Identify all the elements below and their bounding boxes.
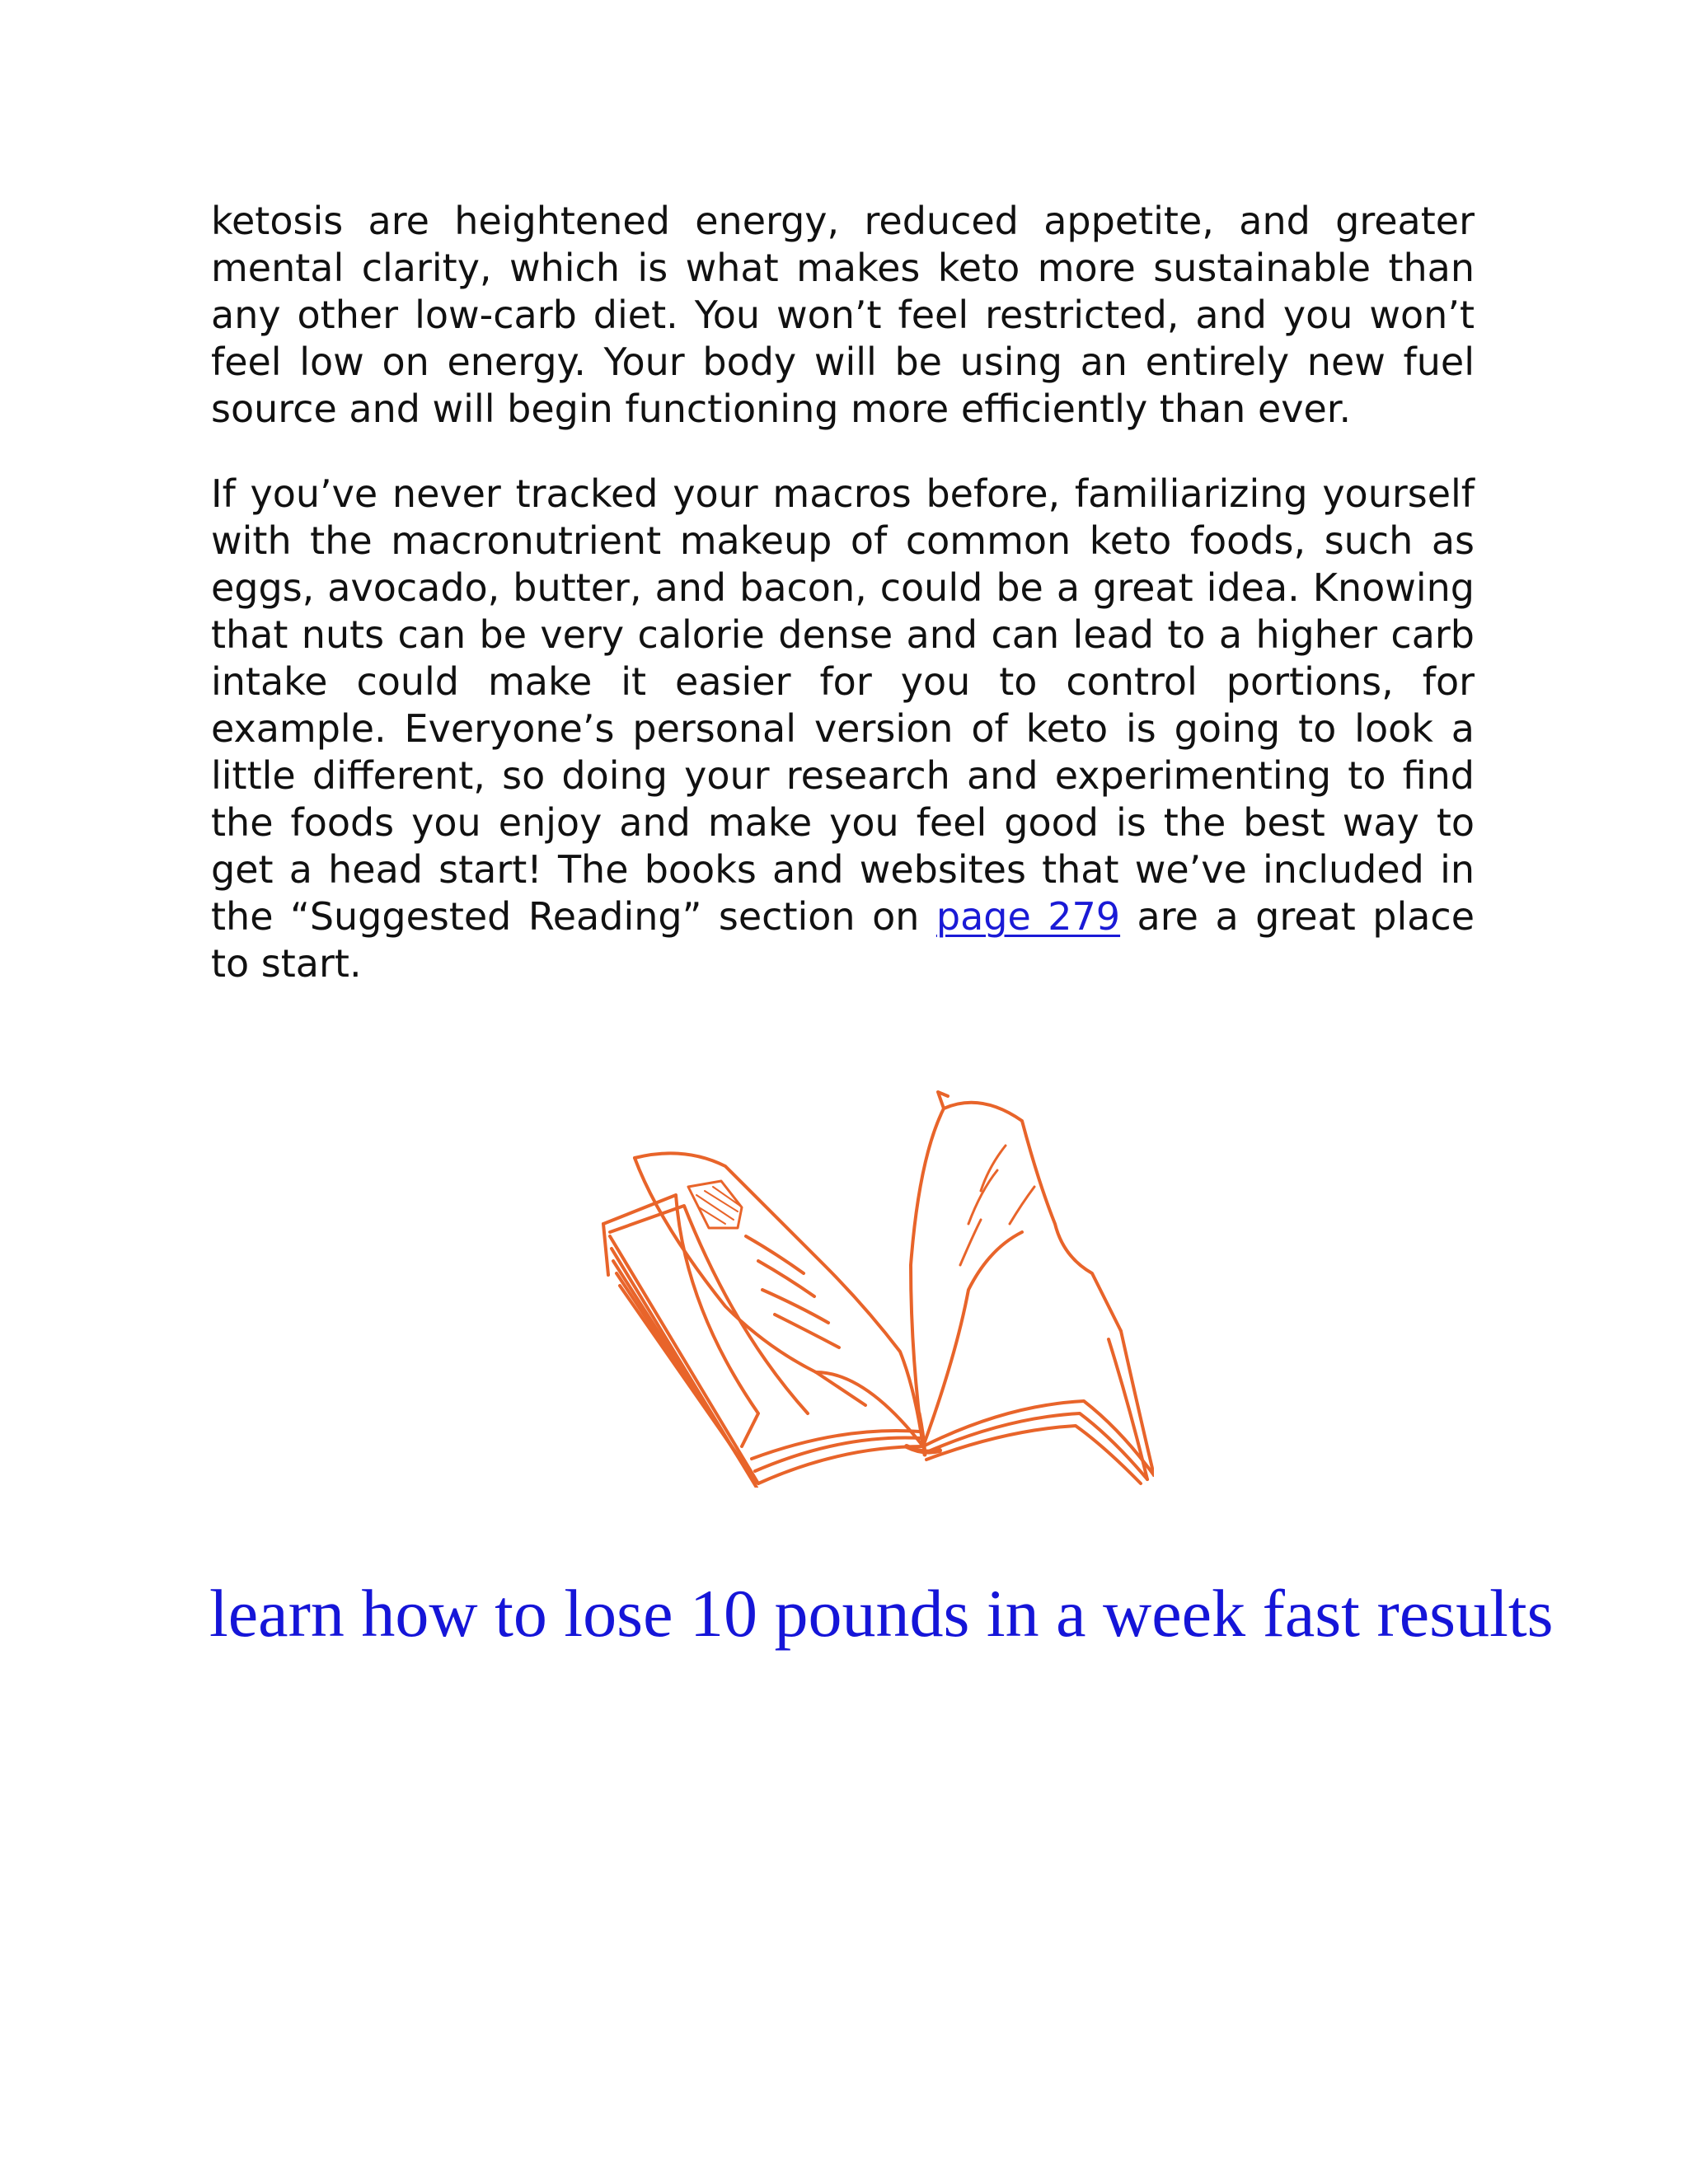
body-paragraph: ketosis are heightened energy, reduced appetite, and greater mental clarity, which is what makes keto more sustainable than any other low-carb diet. You won’t feel restricted, and you won’t feel low on energy. Your body will be using an entirely new fuel source and will begin functioning more efficiently than ever.: [211, 199, 1475, 431]
page-reference-link[interactable]: page 279: [935, 894, 1121, 939]
open-book-icon: [593, 1059, 1154, 1488]
paragraph-text: If you’ve never tracked your macros before, familiarizing yourself with the macronutrient makeup of common keto foods, such as eggs, avocado, butter, and bacon, could be a great idea. Knowing that nuts can be very calorie dense and can lead to a higher carb intake could make it easier for you to control portions, for example. Everyone’s personal version of keto is going to look a little different, so doing your research and experimenting to find the foods you enjoy and make you feel good is the best way to get a head start! The books and websites that we’ve included in the “Suggested Reading” section on: [211, 471, 1475, 939]
body-paragraph: [211, 471, 1475, 987]
promo-link[interactable]: learn how to lose 10 pounds in a week fast results: [209, 1576, 1554, 1651]
paragraph-text: are a great place to start.: [211, 894, 1475, 986]
